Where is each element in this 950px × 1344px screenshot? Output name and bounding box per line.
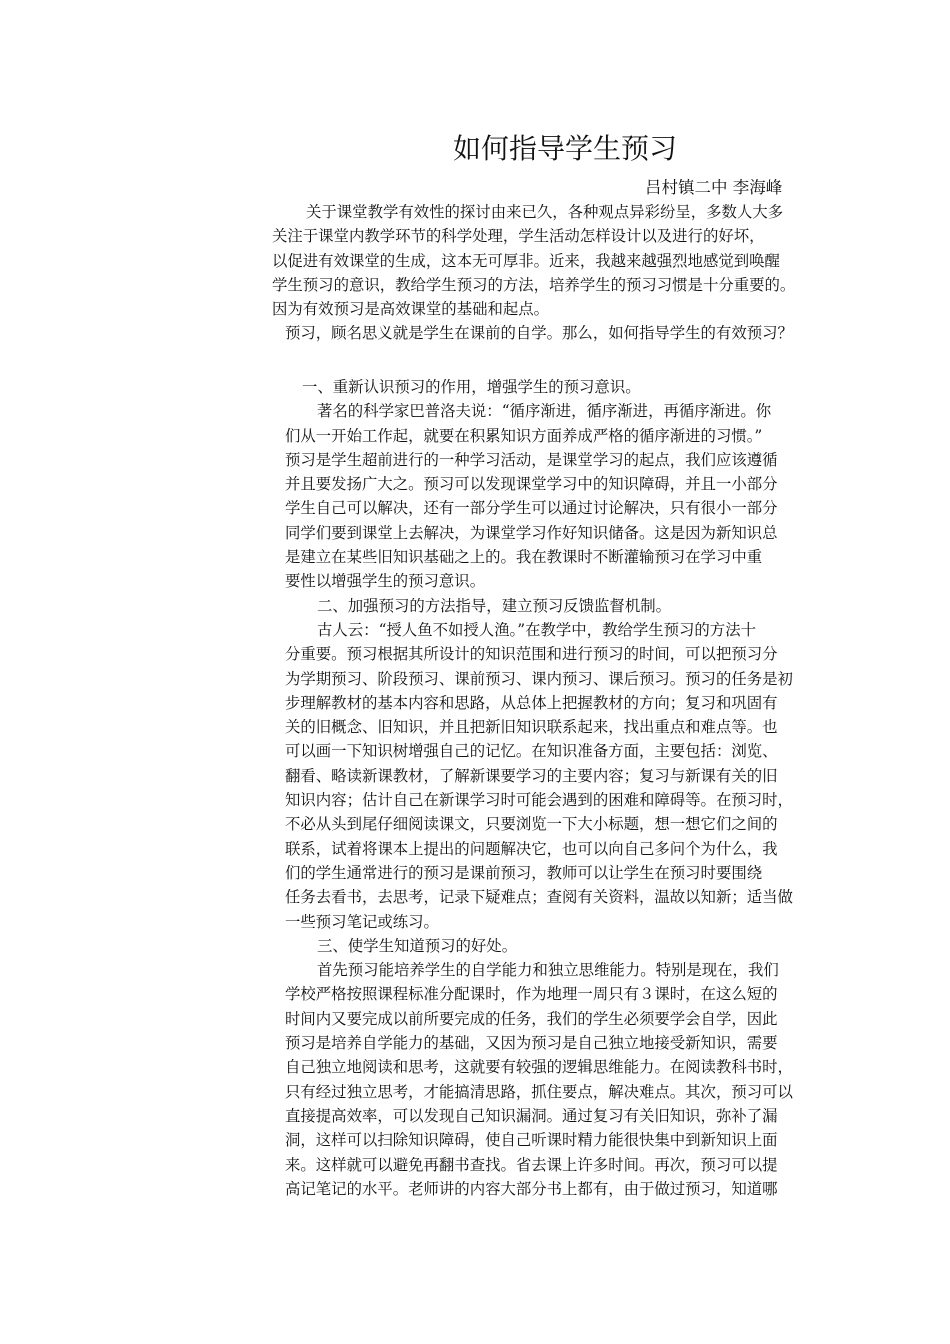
body-text — [285, 375, 813, 1201]
body-line: 预习是培养自学能力的基础，又因为预习是自己独立地接受新知识，需要 — [285, 1034, 778, 1053]
body-line: 著名的科学家巴普洛夫说：“循序渐进，循序渐进，再循序渐进。你 — [317, 402, 772, 421]
body-line: 首先预习能培养学生的自学能力和独立思维能力。特别是现在，我们 — [317, 961, 779, 980]
body-line: 时间内又要完成以前所要完成的任务，我们的学生必须要学会自学，因此 — [285, 1009, 778, 1028]
body-line: 学校严格按照课程标准分配课时，作为地理一周只有３课时，在这么短的 — [285, 985, 778, 1004]
body-line: 直接提高效率，可以发现自己知识漏洞。通过复习有关旧知识，弥补了漏 — [285, 1106, 778, 1125]
body-line: 知识内容；估计自己在新课学习时可能会遇到的困难和障碍等。在预习时， — [285, 791, 793, 810]
body-line: 分重要。预习根据其所设计的知识范围和进行预习的时间，可以把预习分 — [285, 645, 778, 664]
body-line: 们的学生通常进行的预习是课前预习，教师可以让学生在预习时要围绕 — [285, 863, 763, 882]
body-line: 们从一开始工作起，就要在积累知识方面养成严格的循序渐进的习惯。” — [285, 426, 763, 445]
body-line: 翻看、略读新课教材，了解新课要学习的主要内容；复习与新课有关的旧 — [285, 766, 778, 785]
section-heading-2: 二、加强预习的方法指导，建立预习反馈监督机制。 — [317, 596, 671, 615]
intro-paragraph — [272, 200, 820, 346]
body-line: 高记笔记的水平。老师讲的内容大部分书上都有，由于做过预习，知道哪 — [285, 1179, 778, 1198]
intro-question-line: 预习，顾名思义就是学生在课前的自学。那么，如何指导学生的有效预习？ — [285, 324, 793, 343]
section-heading-1: 一、重新认识预习的作用，增强学生的预习意识。 — [302, 378, 641, 396]
body-line: 只有经过独立思考，才能搞清思路，抓住要点，解决难点。其次，预习可以 — [285, 1082, 793, 1101]
body-line: 同学们要到课堂上去解决，为课堂学习作好知识储备。这是因为新知识总 — [285, 523, 778, 542]
body-line: 自己独立地阅读和思考，这就要有较强的逻辑思维能力。在阅读教科书时， — [285, 1058, 793, 1077]
body-line: 要性以增强学生的预习意识。 — [285, 572, 486, 591]
body-line: 预习是学生超前进行的一种学习活动，是课堂学习的起点，我们应该遵循 — [285, 450, 778, 469]
intro-line: 因为有效预习是高效课堂的基础和起点。 — [272, 300, 550, 319]
intro-line: 学生预习的意识，教给学生预习的方法，培养学生的预习习惯是十分重要的。 — [272, 275, 796, 294]
body-line: 不必从头到尾仔细阅读课文，只要浏览一下大小标题，想一想它们之间的 — [285, 815, 778, 834]
body-line: 学生自己可以解决，还有一部分学生可以通过讨论解决，只有很小一部分 — [285, 499, 778, 518]
intro-line: 以促进有效课堂的生成，这本无可厚非。近来，我越来越强烈地感觉到唤醒 — [272, 251, 780, 270]
body-line: 是建立在某些旧知识基础之上的。我在教课时不断灌输预习在学习中重 — [285, 548, 763, 567]
body-line: 洞，这样可以扫除知识障碍，使自己听课时精力能很快集中到新知识上面 — [285, 1131, 778, 1150]
intro-line: 关注于课堂内教学环节的科学处理，学生活动怎样设计以及进行的好坏， — [272, 227, 765, 246]
body-line: 一些预习笔记或练习。 — [285, 912, 439, 931]
document-title: 如何指导学生预习 — [453, 132, 678, 165]
author-line: 吕村镇二中 李海峰 — [645, 178, 783, 197]
body-line: 步理解教材的基本内容和思路，从总体上把握教材的方向；复习和巩固有 — [285, 693, 778, 712]
section-heading-3: 三、使学生知道预习的好处。 — [317, 936, 518, 955]
body-line: 古人云：“授人鱼不如授人渔。”在教学中，教给学生预习的方法十 — [317, 620, 756, 639]
body-line: 联系，试着将课本上提出的问题解决它，也可以向自己多问个为什么，我 — [285, 839, 778, 858]
body-line: 任务去看书，去思考，记录下疑难点；查阅有关资料，温故以知新；适当做 — [285, 888, 793, 907]
intro-line: 关于课堂教学有效性的探讨由来已久，各种观点异彩纷呈，多数人大多 — [306, 203, 784, 221]
body-line: 并且要发扬广大之。预习可以发现课堂学习中的知识障碍，并且一小部分 — [285, 475, 778, 494]
body-line: 为学期预习、阶段预习、课前预习、课内预习、课后预习。预习的任务是初 — [285, 669, 793, 688]
body-line: 可以画一下知识树增强自己的记忆。在知识准备方面，主要包括：浏览、 — [285, 742, 778, 761]
body-line: 关的旧概念、旧知识，并且把新旧知识联系起来，找出重点和难点等。也 — [285, 718, 778, 737]
body-line: 来。这样就可以避免再翻书查找。省去课上许多时间。再次，预习可以提 — [285, 1155, 778, 1174]
